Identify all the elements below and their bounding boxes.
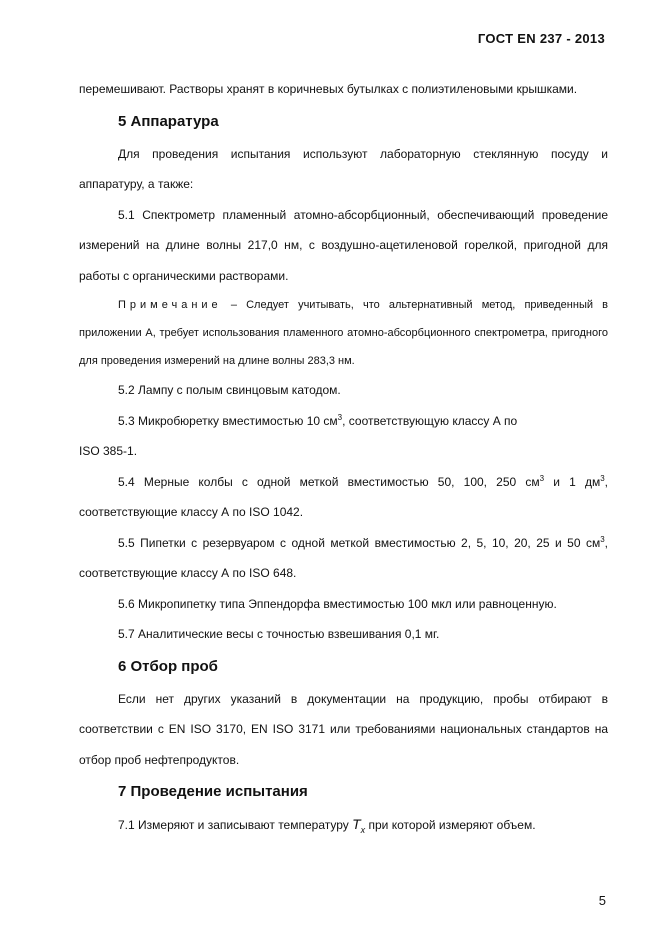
item-5-5	[79, 528, 608, 589]
item-7-1-text: 7.1 Измеряют и записывают температуру	[118, 818, 353, 832]
note-text: – Следует учитывать, что альтернативный метод, приведенный в приложении А, требует использования пламенного атомно-абсорбционного спектрометра, пригодного для проведения измерений на длине волны 283,3 нм.	[79, 299, 608, 367]
page-header: ГОСТ EN 237 - 2013	[477, 31, 605, 46]
section-heading-7: 7 Проведение испытания	[118, 783, 308, 800]
item-5-7: 5.7 Аналитические весы с точностью взвешивания 0,1 мг.	[118, 627, 440, 641]
item-5-6: 5.6 Микропипетку типа Эппендорфа вместимостью 100 мкл или равноценную.	[118, 596, 557, 611]
item-5-3-text: 5.3 Микробюретку вместимостью 10 см	[118, 413, 338, 428]
item-5-3-continuation: ISO 385-1.	[79, 444, 138, 458]
item-5-4	[79, 467, 608, 528]
note-paragraph	[79, 291, 608, 375]
variable-symbol: T	[352, 816, 361, 832]
superscript: 3	[600, 473, 605, 483]
section-heading-6: 6 Отбор проб	[118, 657, 218, 675]
item-7-1-text-tail: при которой измеряют объем.	[365, 818, 536, 832]
item-5-4-text-tail: , соответствующие классу А по ISO 1042.	[79, 474, 608, 519]
item-5-5-text: 5.5 Пипетки с резервуаром с одной меткой вместимостью 2, 5, 10, 20, 25 и 50 см	[118, 535, 601, 550]
item-5-1: 5.1 Спектрометр пламенный атомно-абсорбционный, обеспечивающий проведение измерений на длине волны 217,0 нм, с воздушно-ацетиленовой горелкой, пригодной для работы с органическими растворами.	[79, 207, 608, 283]
page-number: 5	[598, 893, 606, 908]
item-5-2: 5.2 Лампу с полым свинцовым катодом.	[118, 383, 341, 397]
section-6-text: Если нет других указаний в документации на продукцию, пробы отбирают в соответствии с EN ISO 3170, EN ISO 3171 или требованиями национальных стандартов на отбор проб нефтепродуктов.	[79, 691, 608, 767]
superscript: 3	[337, 412, 343, 422]
item-7-1	[79, 809, 608, 845]
variable-subscript: x	[360, 824, 366, 835]
section-heading-5: 5 Аппаратура	[118, 112, 219, 130]
section-5-intro: Для проведения испытания используют лабораторную стеклянную посуду и аппаратуру, а также:	[79, 146, 608, 191]
item-5-3-text-tail: , соответствующую классу А по	[342, 413, 518, 428]
paragraph-continuation: перемешивают. Растворы хранят в коричневых бутылках с полиэтиленовыми крышками.	[79, 82, 578, 96]
note-label: Примечание	[118, 299, 222, 311]
superscript: 3	[600, 534, 605, 544]
item-5-4-text: 5.4 Мерные колбы с одной меткой вместимостью 50, 100, 250 см	[118, 474, 540, 489]
item-5-3	[79, 406, 608, 437]
document-body	[79, 74, 608, 845]
item-5-4-text-mid: и 1 дм	[544, 474, 601, 489]
superscript: 3	[539, 473, 545, 483]
temperature-variable	[352, 816, 366, 835]
item-5-5-text-tail: , соответствующие классу А по ISO 648.	[79, 535, 608, 580]
